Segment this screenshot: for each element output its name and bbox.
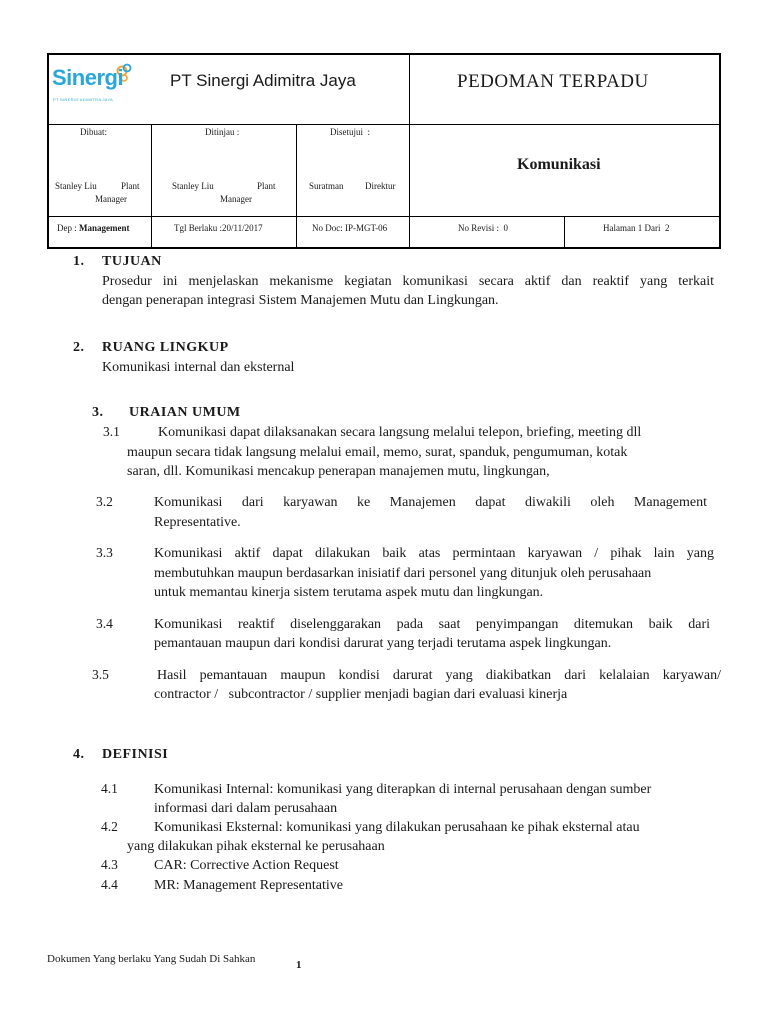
document-header-table xyxy=(47,53,721,249)
section-1-line-2: dengan penerapan integrasi Sistem Manajemen Mutu dan Lingkungan. xyxy=(102,293,499,308)
dibuat-label: Dibuat: xyxy=(80,127,107,137)
item-3-3-line-2: membutuhkan maupun berdasarkan inisiatif dari personel yang ditunjuk oleh perusahaan xyxy=(154,566,652,581)
section-4-title: DEFINISI xyxy=(102,747,169,762)
dibuat-role-line2: Manager xyxy=(95,194,127,204)
disetujui-name: Suratman xyxy=(309,181,344,191)
department-value: Management xyxy=(79,223,130,233)
logo-wordmark: Sinergi xyxy=(52,65,124,90)
section-1-title: TUJUAN xyxy=(102,254,162,269)
logo-subtitle: PT SINERGI ADIMITRA JAYA xyxy=(53,97,114,102)
item-3-1-line-2: maupun secara tidak langsung melalui email, memo, surat, spanduk, pengumuman, kotak xyxy=(127,445,628,460)
item-3-5-number: 3.5 xyxy=(92,667,109,682)
ditinjau-role-line2: Manager xyxy=(220,194,252,204)
item-3-1-number: 3.1 xyxy=(103,424,120,439)
table-col-divider-1 xyxy=(151,124,152,249)
document-number: No Doc: IP-MGT-06 xyxy=(312,223,388,233)
item-3-1-line-3: saran, dll. Komunikasi mencakup penerapan manajemen mutu, lingkungan, xyxy=(127,464,550,479)
item-4-2-line-2: yang dilakukan pihak eksternal ke perusahaan xyxy=(127,839,385,854)
section-2-number: 2. xyxy=(73,340,85,355)
section-1-line-1: Prosedur ini menjelaskan mekanisme kegiatan komunikasi secara aktif dan reaktif yang terkait xyxy=(102,274,714,289)
item-4-4-number: 4.4 xyxy=(101,877,118,892)
page-of-total: Halaman 1 Dari 2 xyxy=(603,223,670,233)
item-3-3-line-3: untuk memantau kinerja sistem terutama aspek mutu dan lingkungan. xyxy=(154,585,544,600)
item-4-3-number: 4.3 xyxy=(101,857,118,872)
item-3-2-line-1: Komunikasi dari karyawan ke Manajemen dapat diwakili oleh Management xyxy=(154,495,707,510)
table-border-top xyxy=(47,53,721,55)
section-1-number: 1. xyxy=(73,254,85,269)
item-3-2-line-2: Representative. xyxy=(154,515,241,530)
disetujui-label: Disetujui : xyxy=(330,127,370,137)
item-3-4-line-2: pemantauan maupun dari kondisi darurat yang terjadi terutama aspek lingkungan. xyxy=(154,636,612,651)
item-4-3-line-1: CAR: Corrective Action Request xyxy=(154,858,339,873)
section-3-title: URAIAN UMUM xyxy=(129,405,241,420)
item-4-4-line-1: MR: Management Representative xyxy=(154,878,343,893)
document-title: Komunikasi xyxy=(517,156,601,173)
table-col-divider-main xyxy=(409,53,410,249)
item-3-5-line-1: Hasil pemantauan maupun kondisi darurat yang diakibatkan dari kelalaian karyawan/ xyxy=(157,668,721,683)
item-3-1-line-1: Komunikasi dapat dilaksanakan secara langsung melalui telepon, briefing, meeting dll xyxy=(158,425,642,440)
ditinjau-role-line1: Plant xyxy=(257,181,276,191)
dibuat-name: Stanley Liu xyxy=(55,181,97,191)
item-3-2-number: 3.2 xyxy=(96,494,113,509)
item-4-1-line-2: informasi dari dalam perusahaan xyxy=(154,801,338,816)
page-number: 1 xyxy=(296,959,302,971)
section-4-number: 4. xyxy=(73,747,85,762)
department-field xyxy=(57,223,130,234)
table-row-divider-1 xyxy=(47,124,721,125)
section-3-number: 3. xyxy=(92,405,104,420)
item-4-2-line-1: Komunikasi Eksternal: komunikasi yang dilakukan perusahaan ke pihak eksternal atau xyxy=(154,820,640,835)
effective-date: Tgl Berlaku :20/11/2017 xyxy=(174,223,263,233)
item-3-4-line-1: Komunikasi reaktif diselenggarakan pada saat penyimpangan ditemukan baik dari xyxy=(154,617,710,632)
company-name: PT Sinergi Adimitra Jaya xyxy=(170,71,356,90)
dibuat-role-line1: Plant xyxy=(121,181,140,191)
item-4-1-number: 4.1 xyxy=(101,781,118,796)
table-border-right xyxy=(719,53,721,249)
table-border-left xyxy=(47,53,49,249)
document-type: PEDOMAN TERPADU xyxy=(457,71,649,92)
table-col-divider-2 xyxy=(296,124,297,249)
section-2-title: RUANG LINGKUP xyxy=(102,340,229,355)
table-col-divider-3 xyxy=(564,216,565,249)
item-4-1-line-1: Komunikasi Internal: komunikasi yang diterapkan di internal perusahaan dengan sumber xyxy=(154,782,652,797)
item-4-2-number: 4.2 xyxy=(101,819,118,834)
ditinjau-label: Ditinjau : xyxy=(205,127,240,137)
table-border-bottom xyxy=(47,247,721,249)
section-2-line-1: Komunikasi internal dan eksternal xyxy=(102,360,295,375)
company-logo xyxy=(52,59,142,109)
footer-note: Dokumen Yang berlaku Yang Sudah Di Sahkan xyxy=(47,953,256,965)
item-3-5-line-2: contractor / subcontractor / supplier menjadi bagian dari evaluasi kinerja xyxy=(154,687,568,702)
disetujui-role: Direktur xyxy=(365,181,396,191)
revision-number: No Revisi : 0 xyxy=(458,223,509,233)
item-3-3-number: 3.3 xyxy=(96,545,113,560)
item-3-3-line-1: Komunikasi aktif dapat dilakukan baik atas permintaan karyawan / pihak lain yang xyxy=(154,546,714,561)
ditinjau-name: Stanley Liu xyxy=(172,181,214,191)
item-3-4-number: 3.4 xyxy=(96,616,113,631)
table-row-divider-2 xyxy=(47,216,721,217)
department-label: Dep : xyxy=(57,223,79,233)
